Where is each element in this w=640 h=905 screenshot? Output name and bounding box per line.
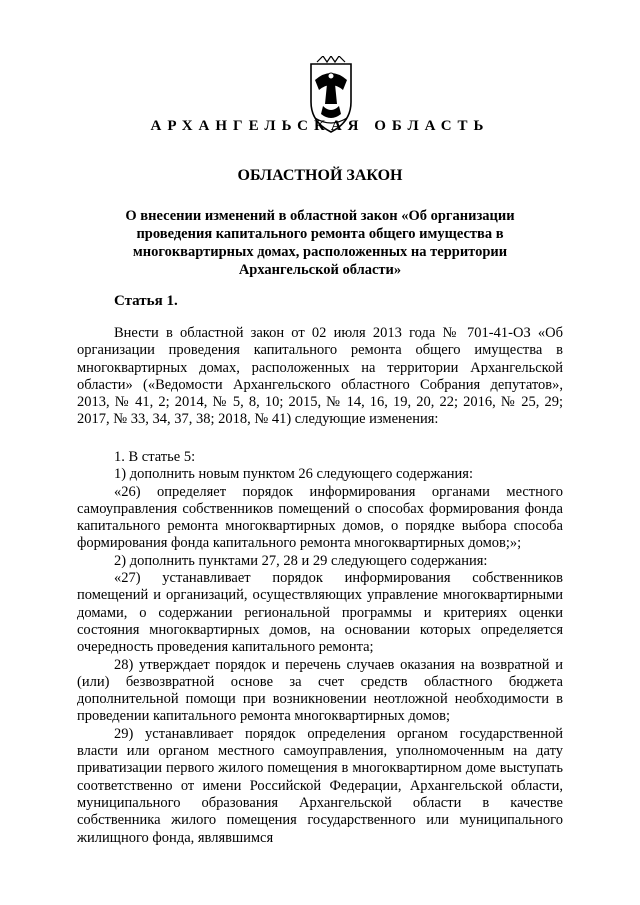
intro-paragraph: Внести в областной закон от 02 июля 2013 года № 701-41-ОЗ «Об организации проведения капитального ремонта общего имущества в многоквартирных домах, расположенных на территории Архангельской области» («Ведомости Архангельского областного Собрания депутатов», 2013, № 41, 2; 2014, № 5, 8, 10; 2015, № 14, 16, 19, 20, 22; 2016, № 25, 29; 2017, № 33, 34, 37, 38; 2018, № 41) следующие изменения: [77, 325, 563, 428]
law-type-heading: ОБЛАСТНОЙ ЗАКОН [237, 167, 403, 184]
article-intro [77, 325, 563, 429]
article-heading: Статья 1. [114, 293, 178, 309]
region-name: АРХАНГЕЛЬСКАЯ ОБЛАСТЬ [150, 118, 490, 134]
article-items [77, 449, 563, 847]
quoted-item-26: «26) определяет порядок информирования органами местного самоуправления собственников помещений о способах формирования фонда капитального ремонта многоквартирных домов, о порядке выбора способа формирования фонда капитального ремонта многоквартирных домов;»; [77, 483, 563, 552]
quoted-item-29: 29) устанавливает порядок определения органом государственной власти или органом местного самоуправления, уполномоченным на дату приватизации первого жилого помещения в многоквартирном доме выступать соответственно от имени Российской Федерации, Архангельской области, муниципального образования Архангельской области в качестве собственника жилого помещения государственного или муниципального жилищного фонда, являвшимся [77, 725, 563, 846]
quoted-item-27: «27) устанавливает порядок информирования собственников помещений и организаций, осуществляющих управление многоквартирными домами, о содержании региональной программы и критериях оценки состояния многоквартирных домов, на основании которых определяется очередность проведения капитального ремонта; [77, 570, 563, 656]
section-item: 1. В статье 5: [114, 449, 196, 465]
quoted-item-28: 28) утверждает порядок и перечень случаев оказания на возвратной и (или) безвозвратной основе за счет средств областного бюджета дополнительной помощи при возникновении неотложной необходимости в проведении капитального ремонта многоквартирных домов; [77, 656, 563, 725]
law-title: О внесении изменений в областной закон «Об организации проведения капитального ремонта общего имущества в многоквартирных домах, расположенных на территории Архангельской области» [125, 208, 515, 278]
sub-item: 2) дополнить пунктами 27, 28 и 29 следующего содержания: [114, 552, 488, 569]
sub-item: 1) дополнить новым пунктом 26 следующего содержания: [114, 466, 473, 483]
